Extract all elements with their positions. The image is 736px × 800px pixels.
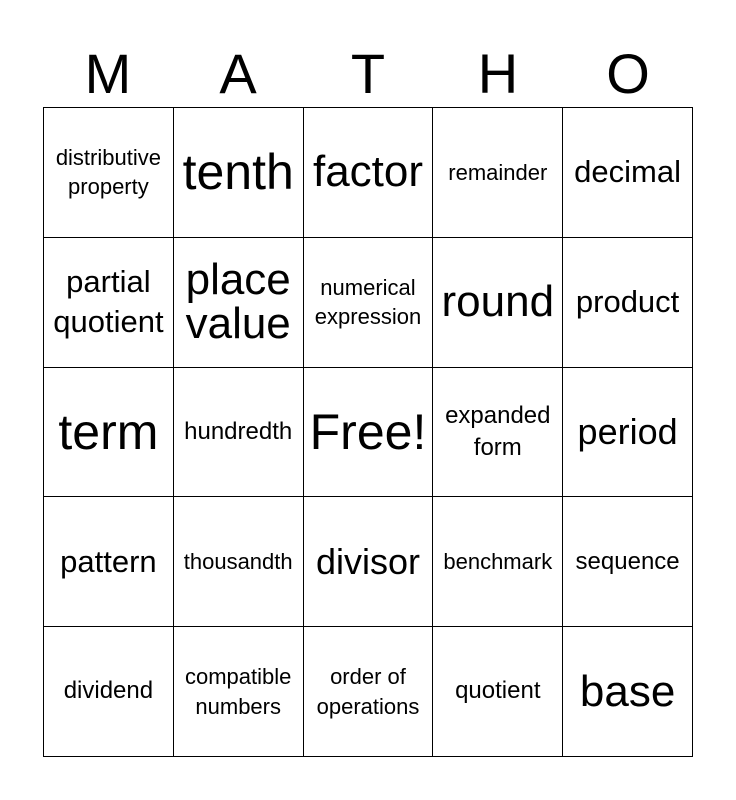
cell-text: Free! bbox=[309, 403, 427, 460]
header-letter-a: A bbox=[219, 42, 257, 105]
bingo-cell[interactable] bbox=[433, 497, 563, 627]
cell-text: divisor bbox=[315, 540, 420, 582]
header-letter-t: T bbox=[350, 42, 386, 105]
bingo-cell[interactable] bbox=[304, 627, 434, 757]
cell-text: expanded form bbox=[445, 401, 551, 461]
bingo-cell[interactable] bbox=[433, 108, 563, 238]
bingo-cell[interactable] bbox=[174, 497, 304, 627]
header-letter-h: H bbox=[477, 42, 519, 105]
bingo-cell[interactable] bbox=[44, 368, 174, 498]
bingo-cell[interactable] bbox=[433, 368, 563, 498]
bingo-cell[interactable] bbox=[304, 238, 434, 368]
bingo-cell[interactable] bbox=[44, 108, 174, 238]
cell-text: pattern bbox=[60, 543, 157, 579]
bingo-cell[interactable] bbox=[174, 238, 304, 368]
cell-text: place value bbox=[185, 255, 291, 349]
bingo-cell[interactable] bbox=[433, 238, 563, 368]
cell-text: partial quotient bbox=[53, 263, 164, 340]
cell-text: term bbox=[58, 403, 159, 460]
cell-text: product bbox=[575, 284, 680, 320]
bingo-cell[interactable] bbox=[44, 627, 174, 757]
free-space-cell[interactable] bbox=[304, 368, 434, 498]
header-letter-o: O bbox=[606, 42, 650, 105]
cell-text: order of operations bbox=[316, 663, 420, 719]
cell-text: decimal bbox=[574, 154, 681, 190]
bingo-cell[interactable] bbox=[563, 627, 693, 757]
bingo-board bbox=[43, 107, 693, 757]
bingo-cell[interactable] bbox=[174, 368, 304, 498]
bingo-cell[interactable] bbox=[563, 238, 693, 368]
cell-text: factor bbox=[312, 147, 424, 197]
cell-text: numerical expression bbox=[314, 274, 422, 330]
bingo-cell[interactable] bbox=[44, 238, 174, 368]
cell-text: remainder bbox=[448, 159, 548, 185]
cell-text: sequence bbox=[575, 547, 680, 575]
cell-text: dividend bbox=[63, 677, 154, 705]
cell-text: benchmark bbox=[443, 548, 553, 574]
bingo-header bbox=[43, 40, 693, 108]
bingo-cell[interactable] bbox=[563, 108, 693, 238]
bingo-cell[interactable] bbox=[44, 497, 174, 627]
header-letter-m: M bbox=[84, 42, 132, 105]
cell-text: hundredth bbox=[184, 417, 293, 445]
cell-text: compatible numbers bbox=[185, 663, 292, 719]
cell-text: round bbox=[441, 277, 555, 327]
cell-text: period bbox=[577, 410, 678, 452]
bingo-cell[interactable] bbox=[304, 108, 434, 238]
bingo-cell[interactable] bbox=[563, 497, 693, 627]
bingo-cell[interactable] bbox=[433, 627, 563, 757]
cell-text: base bbox=[579, 666, 676, 716]
cell-text: quotient bbox=[455, 677, 541, 705]
bingo-cell[interactable] bbox=[174, 627, 304, 757]
cell-text: distributive property bbox=[55, 144, 161, 200]
cell-text: tenth bbox=[182, 144, 294, 201]
bingo-cell[interactable] bbox=[563, 368, 693, 498]
bingo-cell[interactable] bbox=[174, 108, 304, 238]
bingo-cell[interactable] bbox=[304, 497, 434, 627]
cell-text: thousandth bbox=[183, 548, 293, 574]
